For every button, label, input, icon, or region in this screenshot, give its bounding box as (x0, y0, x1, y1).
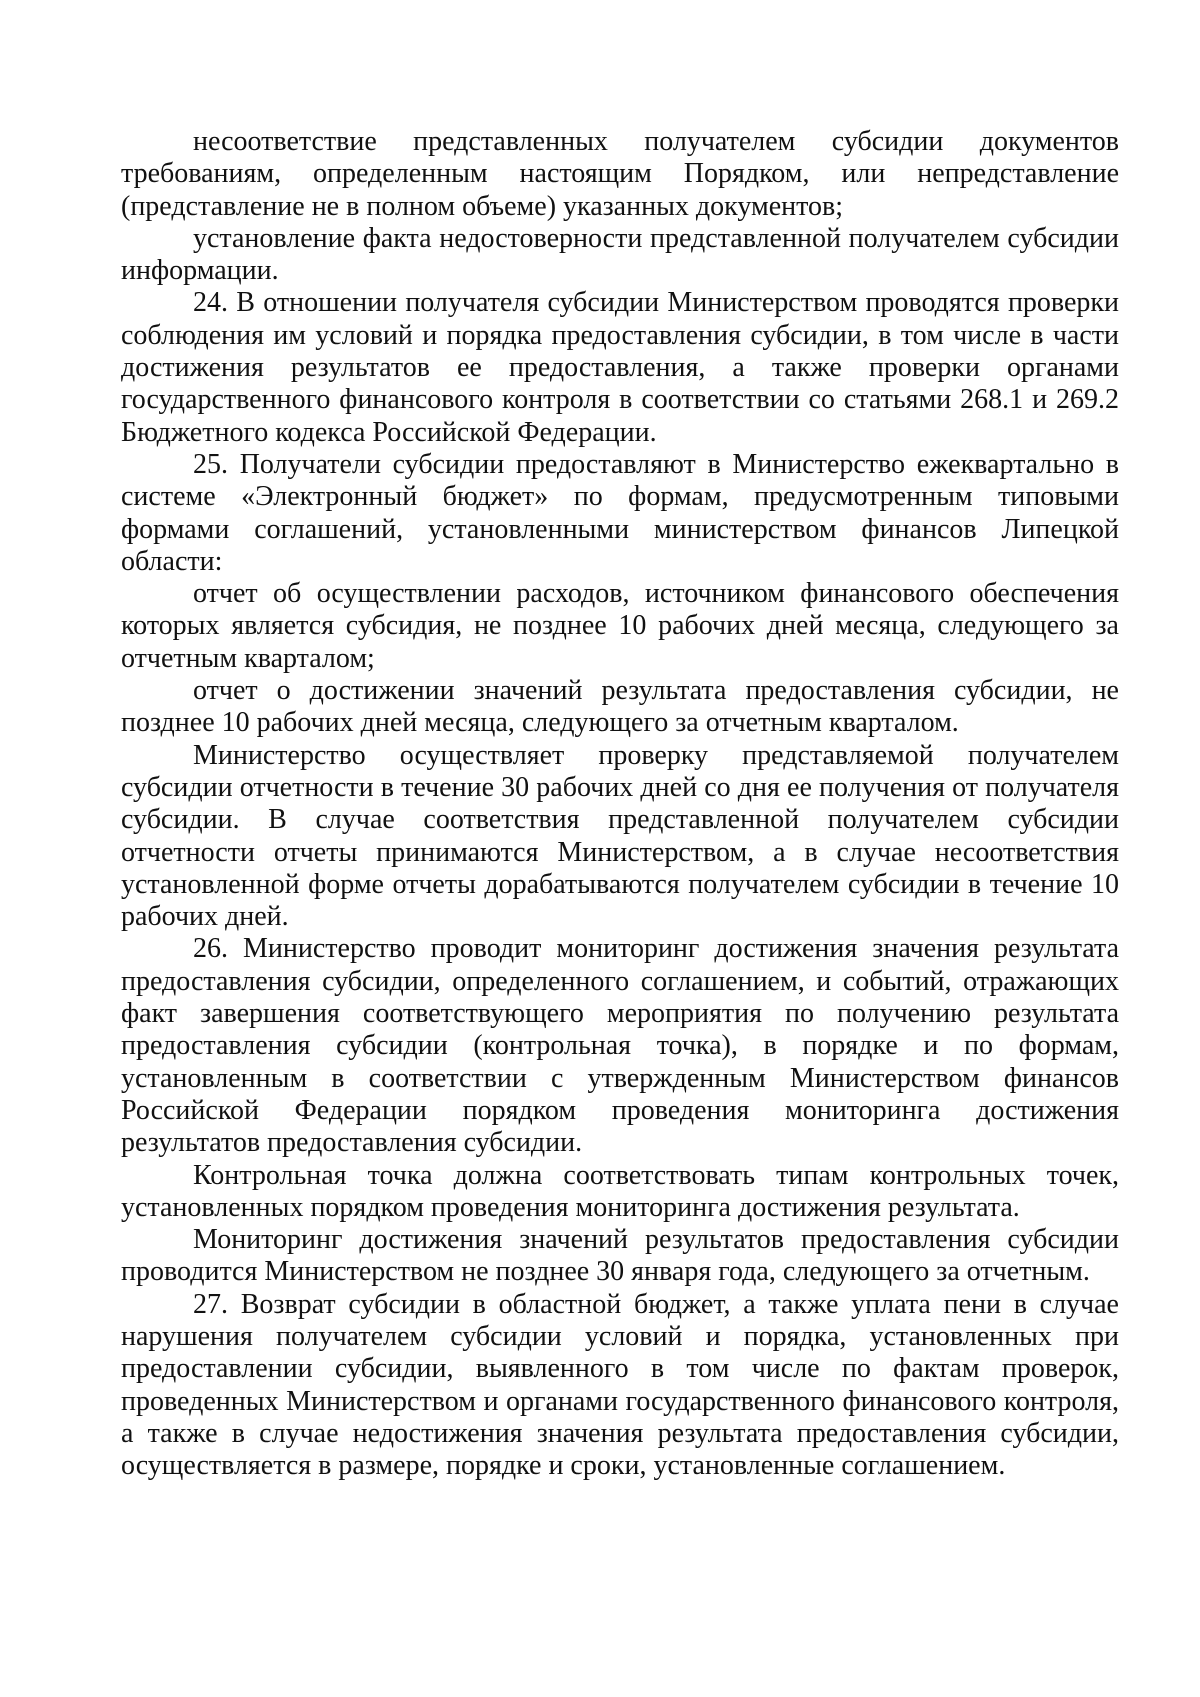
paragraph-expense-report: отчет об осуществлении расходов, источником финансового обеспечения которых является субсидия, не позднее 10 рабочих дней месяца, следующего за отчетным кварталом; (121, 578, 1119, 674)
paragraph-monitoring-deadline: Мониторинг достижения значений результатов предоставления субсидии проводится Министерством не позднее 30 января года, следующего за отчетным. (121, 1224, 1119, 1288)
paragraph-false-information: установление факта недостоверности представленной получателем субсидии информации. (121, 222, 1119, 287)
paragraph-24-inspections: 24. В отношении получателя субсидии Министерством проводятся проверки соблюдения им условий и порядка предоставления субсидии, в том числе в части достижения результатов ее предоставления, а также проверки органами государственного финансового контроля в соответствии со статьями 268.1 и 269.2 Бюджетного кодекса Российской Федерации. (121, 287, 1119, 448)
paragraph-27-refund: 27. Возврат субсидии в областной бюджет, а также уплата пени в случае нарушения получателем субсидии условий и порядка, установленных при предоставлении субсидии, выявленного в том числе по фактам проверок, проведенных Министерством и органами государственного финансового контроля, а также в случае недостижения значения результата предоставления субсидии, осуществляется в размере, порядке и сроки, установленные соглашением. (121, 1288, 1119, 1482)
paragraph-25-reporting: 25. Получатели субсидии предоставляют в Министерство ежеквартально в системе «Электронный бюджет» по формам, предусмотренным типовыми формами соглашений, установленными министерством финансов Липецкой области: (121, 448, 1119, 577)
paragraph-result-report: отчет о достижении значений результата предоставления субсидии, не позднее 10 рабочих дней месяца, следующего за отчетным кварталом. (121, 675, 1119, 739)
paragraph-mismatch-documents: несоответствие представленных получателем субсидии документов требованиям, определенным настоящим Порядком, или непредставление (представление не в полном объеме) указанных документов; (121, 126, 1119, 222)
document-body (121, 126, 1119, 1482)
paragraph-report-verification: Министерство осуществляет проверку представляемой получателем субсидии отчетности в течение 30 рабочих дней со дня ее получения от получателя субсидии. В случае соответствия представленной получателем субсидии отчетности отчеты принимаются Министерством, а в случае несоответствия установленной форме отчеты дорабатываются получателем субсидии в течение 10 рабочих дней. (121, 739, 1119, 933)
paragraph-control-point: Контрольная точка должна соответствовать типам контрольных точек, установленных порядком проведения мониторинга достижения результата. (121, 1159, 1119, 1223)
paragraph-26-monitoring: 26. Министерство проводит мониторинг достижения значения результата предоставления субсидии, определенного соглашением, и событий, отражающих факт завершения соответствующего мероприятия по получению результата предоставления субсидии (контрольная точка), в порядке и по формам, установленным в соответствии с утвержденным Министерством финансов Российской Федерации порядком проведения мониторинга достижения результатов предоставления субсидии. (121, 933, 1119, 1159)
